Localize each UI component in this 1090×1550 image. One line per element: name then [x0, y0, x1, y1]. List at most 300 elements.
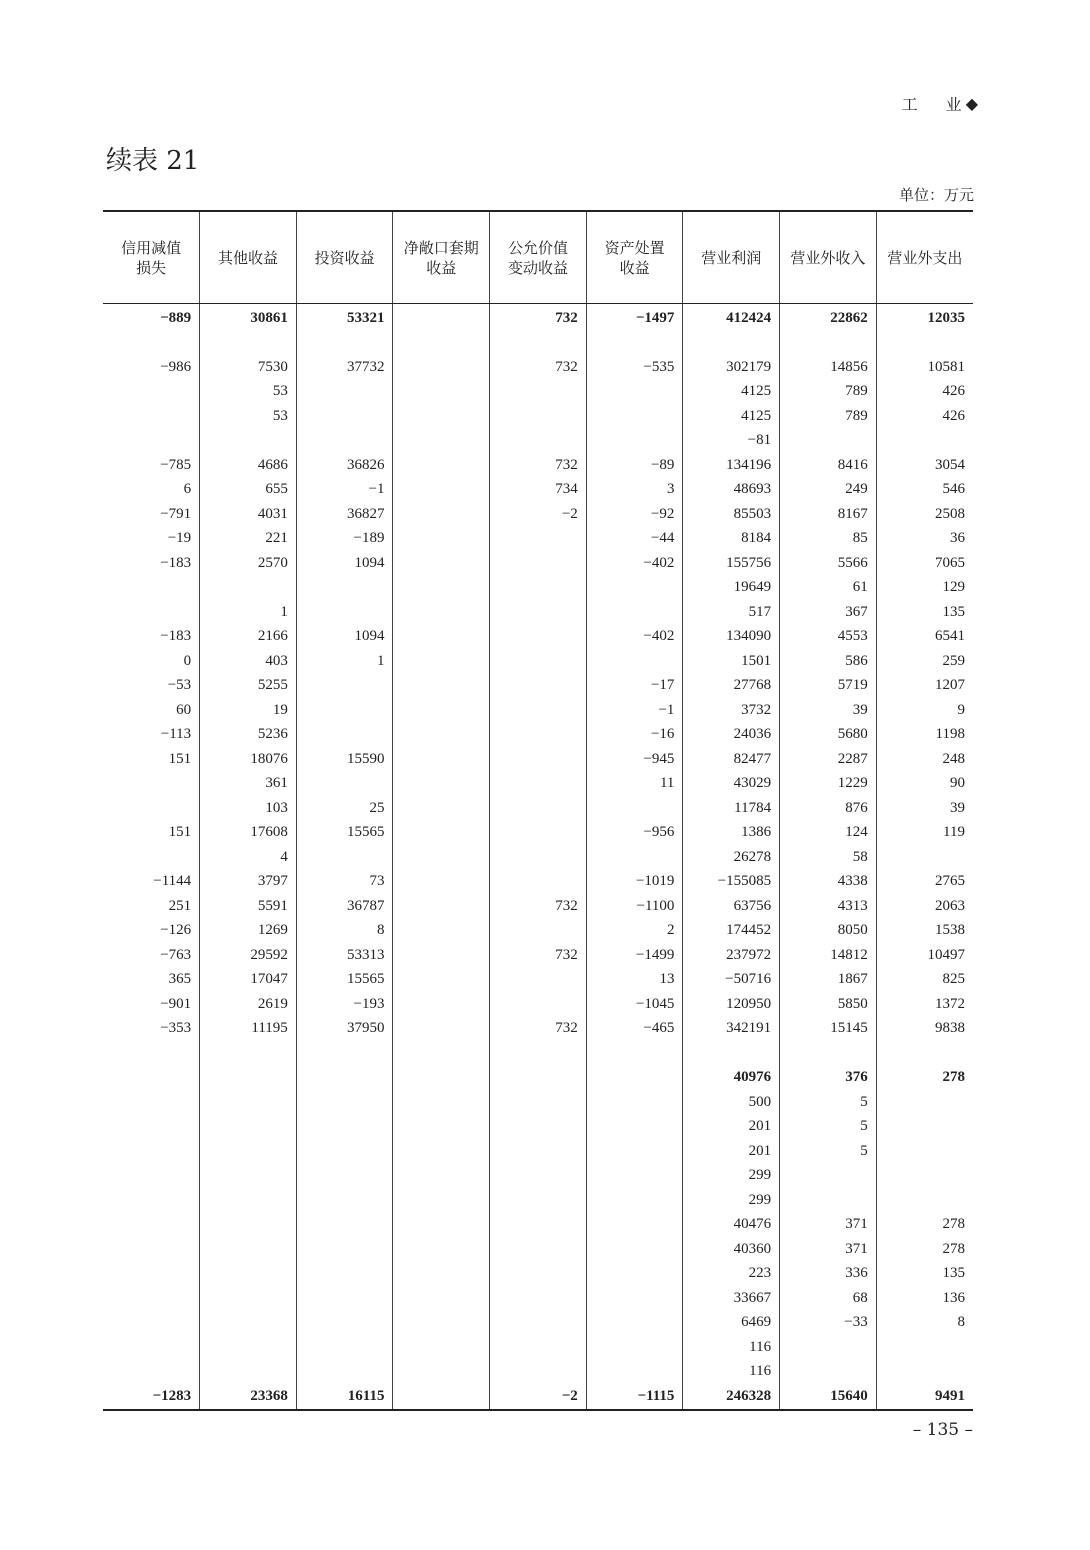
- table-cell: [683, 1041, 780, 1066]
- table-cell: −183: [160, 628, 192, 645]
- table-cell: [490, 870, 587, 895]
- table-cell: [490, 1213, 587, 1238]
- table-cell: 36: [876, 527, 973, 552]
- table-cell: [393, 845, 490, 870]
- table-row: [103, 796, 973, 821]
- table-cell: 403: [200, 649, 297, 674]
- table-cell: 39: [876, 796, 973, 821]
- table-cell: [103, 600, 200, 625]
- table-cell: 546: [876, 478, 973, 503]
- table-cell: [103, 1066, 200, 1091]
- table-cell: 237972: [683, 943, 780, 968]
- table-cell: [296, 1262, 393, 1287]
- table-row: [103, 600, 973, 625]
- table-cell: [393, 894, 490, 919]
- table-cell: 6: [183, 481, 192, 498]
- table-cell: 11784: [683, 796, 780, 821]
- table-cell: [586, 1237, 683, 1262]
- table-row: [103, 1335, 973, 1360]
- table-cell: 5566: [780, 551, 877, 576]
- table-cell: −2: [490, 1384, 587, 1410]
- table-cell: [490, 380, 587, 405]
- table-cell: 4: [200, 845, 297, 870]
- table-cell: [393, 331, 490, 356]
- table-cell: [200, 1188, 297, 1213]
- table-cell: 129: [876, 576, 973, 601]
- table-cell: [103, 576, 200, 601]
- table-cell: 135: [876, 600, 973, 625]
- table-cell: −193: [296, 992, 393, 1017]
- table-cell: [490, 1237, 587, 1262]
- table-cell: 19: [200, 698, 297, 723]
- table-cell: −1: [586, 698, 683, 723]
- table-cell: [490, 772, 587, 797]
- table-cell: [490, 821, 587, 846]
- table-cell: [200, 1335, 297, 1360]
- table-title: 续表 21: [106, 146, 200, 176]
- table-header: [103, 211, 973, 304]
- table-cell: 1269: [200, 919, 297, 944]
- table-cell: 6541: [876, 625, 973, 650]
- table-cell: 371: [780, 1213, 877, 1238]
- table-cell: 13: [586, 968, 683, 993]
- table-cell: 40976: [683, 1066, 780, 1091]
- table-row: [103, 429, 973, 454]
- table-cell: [876, 429, 973, 454]
- table-cell: 223: [683, 1262, 780, 1287]
- table-row: [103, 1360, 973, 1385]
- table-cell: [586, 429, 683, 454]
- table-row: [103, 502, 973, 527]
- table-cell: [393, 576, 490, 601]
- table-cell: [393, 1384, 490, 1410]
- table-cell: [200, 1360, 297, 1385]
- table-cell: [296, 723, 393, 748]
- table-row: [103, 1139, 973, 1164]
- table-row: [103, 1164, 973, 1189]
- table-cell: 1: [200, 600, 297, 625]
- table-cell: [876, 1360, 973, 1385]
- column-header: [683, 211, 780, 304]
- table-cell: −535: [586, 355, 683, 380]
- table-cell: [780, 1041, 877, 1066]
- table-cell: 1094: [296, 625, 393, 650]
- table-cell: 134090: [683, 625, 780, 650]
- table-cell: 53: [200, 404, 297, 429]
- table-cell: [393, 600, 490, 625]
- table-cell: 4125: [683, 380, 780, 405]
- table-cell: [296, 698, 393, 723]
- table-cell: 36826: [296, 453, 393, 478]
- table-cell: [200, 1237, 297, 1262]
- table-cell: 4338: [780, 870, 877, 895]
- table-cell: [393, 698, 490, 723]
- column-header-line: 营业外收入: [790, 248, 866, 267]
- table-cell: [296, 429, 393, 454]
- table-cell: −44: [586, 527, 683, 552]
- table-cell: [393, 355, 490, 380]
- table-cell: 8: [876, 1311, 973, 1336]
- table-cell: 5591: [200, 894, 297, 919]
- table-cell: [393, 429, 490, 454]
- table-cell: [103, 1090, 200, 1115]
- table-cell: 1094: [296, 551, 393, 576]
- table-cell: 116: [683, 1360, 780, 1385]
- table-cell: 53321: [296, 304, 393, 331]
- table-cell: 4313: [780, 894, 877, 919]
- table-cell: 2063: [876, 894, 973, 919]
- table-cell: 732: [490, 894, 587, 919]
- table-cell: 586: [780, 649, 877, 674]
- table-cell: [586, 649, 683, 674]
- table-row: [103, 404, 973, 429]
- table-cell: [200, 331, 297, 356]
- table-cell: [490, 1311, 587, 1336]
- table-cell: −183: [160, 554, 192, 571]
- table-cell: 8: [296, 919, 393, 944]
- table-cell: [586, 1164, 683, 1189]
- table-cell: −1045: [586, 992, 683, 1017]
- table-cell: 248: [876, 747, 973, 772]
- table-row: [103, 968, 973, 993]
- table-cell: [490, 845, 587, 870]
- table-cell: 1386: [683, 821, 780, 846]
- table-cell: [393, 1164, 490, 1189]
- table-cell: [876, 1041, 973, 1066]
- table-cell: 19649: [683, 576, 780, 601]
- column-header-line: 收益: [619, 258, 650, 277]
- table-cell: 9: [876, 698, 973, 723]
- table-cell: [586, 1286, 683, 1311]
- table-cell: 37732: [296, 355, 393, 380]
- table-cell: 43029: [683, 772, 780, 797]
- table-cell: 119: [876, 821, 973, 846]
- table-cell: −889: [160, 309, 192, 326]
- table-cell: −986: [160, 358, 192, 375]
- table-cell: 4686: [200, 453, 297, 478]
- table-cell: 9491: [876, 1384, 973, 1410]
- table-cell: −1: [296, 478, 393, 503]
- table-row: [103, 478, 973, 503]
- table-cell: 876: [780, 796, 877, 821]
- table-cell: [586, 1041, 683, 1066]
- table-cell: 29592: [200, 943, 297, 968]
- column-header-line: 信用减值: [121, 238, 182, 257]
- table-cell: 8167: [780, 502, 877, 527]
- table-cell: [103, 845, 200, 870]
- table-cell: [393, 527, 490, 552]
- table-cell: [296, 1066, 393, 1091]
- table-cell: −353: [160, 1020, 192, 1037]
- table-cell: [103, 1262, 200, 1287]
- table-cell: 10497: [876, 943, 973, 968]
- table-cell: 151: [168, 750, 192, 767]
- table-cell: [200, 1139, 297, 1164]
- table-cell: [780, 331, 877, 356]
- table-cell: [296, 600, 393, 625]
- table-cell: 201: [683, 1115, 780, 1140]
- table-cell: 85: [780, 527, 877, 552]
- table-cell: 6469: [683, 1311, 780, 1336]
- table-cell: [296, 1286, 393, 1311]
- table-cell: [490, 625, 587, 650]
- table-cell: 500: [683, 1090, 780, 1115]
- section-label: 工 业: [901, 95, 968, 114]
- table-cell: 299: [683, 1164, 780, 1189]
- table-cell: [490, 968, 587, 993]
- table-cell: 1538: [876, 919, 973, 944]
- table-cell: 136: [876, 1286, 973, 1311]
- table-cell: 8184: [683, 527, 780, 552]
- table-cell: 11: [586, 772, 683, 797]
- table-cell: [490, 796, 587, 821]
- table-cell: [490, 1335, 587, 1360]
- table-cell: 8416: [780, 453, 877, 478]
- table-cell: [393, 747, 490, 772]
- table-cell: −1283: [103, 1384, 200, 1410]
- table-cell: 734: [490, 478, 587, 503]
- table-cell: [296, 1237, 393, 1262]
- table-cell: [683, 331, 780, 356]
- table-cell: [490, 404, 587, 429]
- table-cell: [586, 1115, 683, 1140]
- table-cell: [586, 1066, 683, 1091]
- table-row: [103, 331, 973, 356]
- table-cell: 7530: [200, 355, 297, 380]
- table-row: [103, 821, 973, 846]
- table-cell: [490, 1115, 587, 1140]
- table-cell: [296, 1164, 393, 1189]
- table-cell: [103, 1164, 200, 1189]
- table-cell: [103, 429, 200, 454]
- table-cell: 655: [200, 478, 297, 503]
- table-cell: [200, 1286, 297, 1311]
- table-cell: [780, 1188, 877, 1213]
- table-cell: [103, 1335, 200, 1360]
- table-cell: 2765: [876, 870, 973, 895]
- table-cell: [103, 1237, 200, 1262]
- table-cell: −945: [586, 747, 683, 772]
- table-cell: 5: [780, 1090, 877, 1115]
- table-cell: [586, 380, 683, 405]
- table-cell: 342191: [683, 1017, 780, 1042]
- table-cell: [296, 1188, 393, 1213]
- table-cell: 61: [780, 576, 877, 601]
- table-cell: 15565: [296, 821, 393, 846]
- table-cell: 2508: [876, 502, 973, 527]
- table-cell: [586, 1139, 683, 1164]
- table-cell: [393, 674, 490, 699]
- table-cell: 10581: [876, 355, 973, 380]
- table-cell: −17: [586, 674, 683, 699]
- table-cell: [490, 1262, 587, 1287]
- table-cell: −402: [586, 625, 683, 650]
- table-cell: [490, 747, 587, 772]
- table-cell: 15640: [780, 1384, 877, 1410]
- table-cell: [393, 1360, 490, 1385]
- unit-label: 单位：万元: [898, 186, 974, 204]
- table-cell: 361: [200, 772, 297, 797]
- table-cell: [200, 1262, 297, 1287]
- table-cell: [296, 404, 393, 429]
- table-cell: [490, 1286, 587, 1311]
- table-cell: [296, 331, 393, 356]
- table-row: [103, 1262, 973, 1287]
- table-cell: 412424: [683, 304, 780, 331]
- table-cell: [490, 527, 587, 552]
- table-cell: [876, 1188, 973, 1213]
- table-cell: [393, 992, 490, 1017]
- table-cell: 3797: [200, 870, 297, 895]
- table-cell: 3732: [683, 698, 780, 723]
- column-header-line: 净敞口套期: [403, 238, 479, 257]
- table-cell: 789: [780, 380, 877, 405]
- table-row: [103, 870, 973, 895]
- table-cell: [296, 845, 393, 870]
- table-cell: 5236: [200, 723, 297, 748]
- table-cell: 103: [200, 796, 297, 821]
- table-cell: 5: [780, 1139, 877, 1164]
- table-cell: [490, 551, 587, 576]
- table-cell: [296, 1311, 393, 1336]
- table-cell: 15145: [780, 1017, 877, 1042]
- table-cell: [393, 304, 490, 331]
- table-cell: 7065: [876, 551, 973, 576]
- column-header: [780, 211, 877, 304]
- column-header-line: 资产处置: [604, 238, 665, 257]
- table-cell: 1372: [876, 992, 973, 1017]
- table-cell: [490, 1090, 587, 1115]
- table-cell: [490, 919, 587, 944]
- table-cell: 36787: [296, 894, 393, 919]
- table-cell: [586, 1311, 683, 1336]
- table-cell: 732: [490, 453, 587, 478]
- table-cell: [393, 1017, 490, 1042]
- table-cell: 5: [780, 1115, 877, 1140]
- column-header: [586, 211, 683, 304]
- table-cell: [393, 796, 490, 821]
- table-cell: [103, 796, 200, 821]
- table-cell: [103, 1115, 200, 1140]
- table-cell: 17047: [200, 968, 297, 993]
- table-cell: 11195: [200, 1017, 297, 1042]
- table-cell: 40360: [683, 1237, 780, 1262]
- table-cell: −956: [586, 821, 683, 846]
- table-row: [103, 1090, 973, 1115]
- table-cell: 201: [683, 1139, 780, 1164]
- table-cell: [490, 1139, 587, 1164]
- table-cell: [393, 968, 490, 993]
- table-cell: 17608: [200, 821, 297, 846]
- table-cell: −50716: [683, 968, 780, 993]
- table-cell: −113: [160, 726, 192, 743]
- table-cell: −1019: [586, 870, 683, 895]
- table-cell: 4031: [200, 502, 297, 527]
- table-cell: [393, 1213, 490, 1238]
- table-cell: [586, 845, 683, 870]
- table-cell: 155756: [683, 551, 780, 576]
- table-cell: [296, 380, 393, 405]
- table-cell: [586, 404, 683, 429]
- table-cell: [586, 1188, 683, 1213]
- table-cell: [103, 404, 200, 429]
- table-cell: [296, 1041, 393, 1066]
- column-header-line: 收益: [426, 258, 457, 277]
- table-row: [103, 772, 973, 797]
- table-cell: [103, 1213, 200, 1238]
- table-cell: 1501: [683, 649, 780, 674]
- table-cell: −92: [586, 502, 683, 527]
- table-cell: 278: [876, 1237, 973, 1262]
- diamond-icon: ◆: [965, 94, 978, 113]
- table-cell: [393, 1311, 490, 1336]
- table-cell: −33: [780, 1311, 877, 1336]
- table-cell: 14812: [780, 943, 877, 968]
- table-cell: −763: [160, 946, 192, 963]
- table-cell: [586, 1090, 683, 1115]
- table-cell: [296, 1335, 393, 1360]
- table-cell: [103, 331, 200, 356]
- table-cell: −53: [167, 677, 192, 694]
- table-cell: [393, 380, 490, 405]
- column-header-line: 营业外支出: [887, 248, 963, 267]
- table-row: [103, 943, 973, 968]
- page-number: – 135 –: [912, 1420, 973, 1440]
- table-cell: [586, 1262, 683, 1287]
- table-cell: [103, 1188, 200, 1213]
- table-row: [103, 304, 973, 331]
- table-cell: 58: [780, 845, 877, 870]
- table-cell: 302179: [683, 355, 780, 380]
- table-cell: 5255: [200, 674, 297, 699]
- table-cell: −901: [160, 995, 192, 1012]
- table-cell: 1867: [780, 968, 877, 993]
- table-cell: [103, 1360, 200, 1385]
- table-cell: 4553: [780, 625, 877, 650]
- table-cell: 2: [586, 919, 683, 944]
- table-cell: [490, 992, 587, 1017]
- table-cell: 134196: [683, 453, 780, 478]
- table-row: [103, 1237, 973, 1262]
- table-cell: 249: [780, 478, 877, 503]
- table-cell: [200, 576, 297, 601]
- table-row: [103, 551, 973, 576]
- table-cell: 85503: [683, 502, 780, 527]
- table-cell: [103, 1139, 200, 1164]
- table-row: [103, 1115, 973, 1140]
- table-cell: [490, 1164, 587, 1189]
- table-cell: [200, 1115, 297, 1140]
- table-cell: 3: [586, 478, 683, 503]
- table-row: [103, 919, 973, 944]
- table-cell: [490, 1066, 587, 1091]
- header-row: [103, 211, 973, 304]
- table-cell: [296, 1090, 393, 1115]
- table-cell: 1229: [780, 772, 877, 797]
- table-cell: [490, 429, 587, 454]
- table-cell: [103, 380, 200, 405]
- column-header-line: 公允价值: [507, 238, 568, 257]
- table-cell: [200, 1213, 297, 1238]
- table-cell: 246328: [683, 1384, 780, 1410]
- table-cell: [296, 1360, 393, 1385]
- table-cell: [490, 331, 587, 356]
- table-row: [103, 625, 973, 650]
- table-cell: [103, 1311, 200, 1336]
- table-cell: 73: [296, 870, 393, 895]
- table-cell: 26278: [683, 845, 780, 870]
- table-cell: 4125: [683, 404, 780, 429]
